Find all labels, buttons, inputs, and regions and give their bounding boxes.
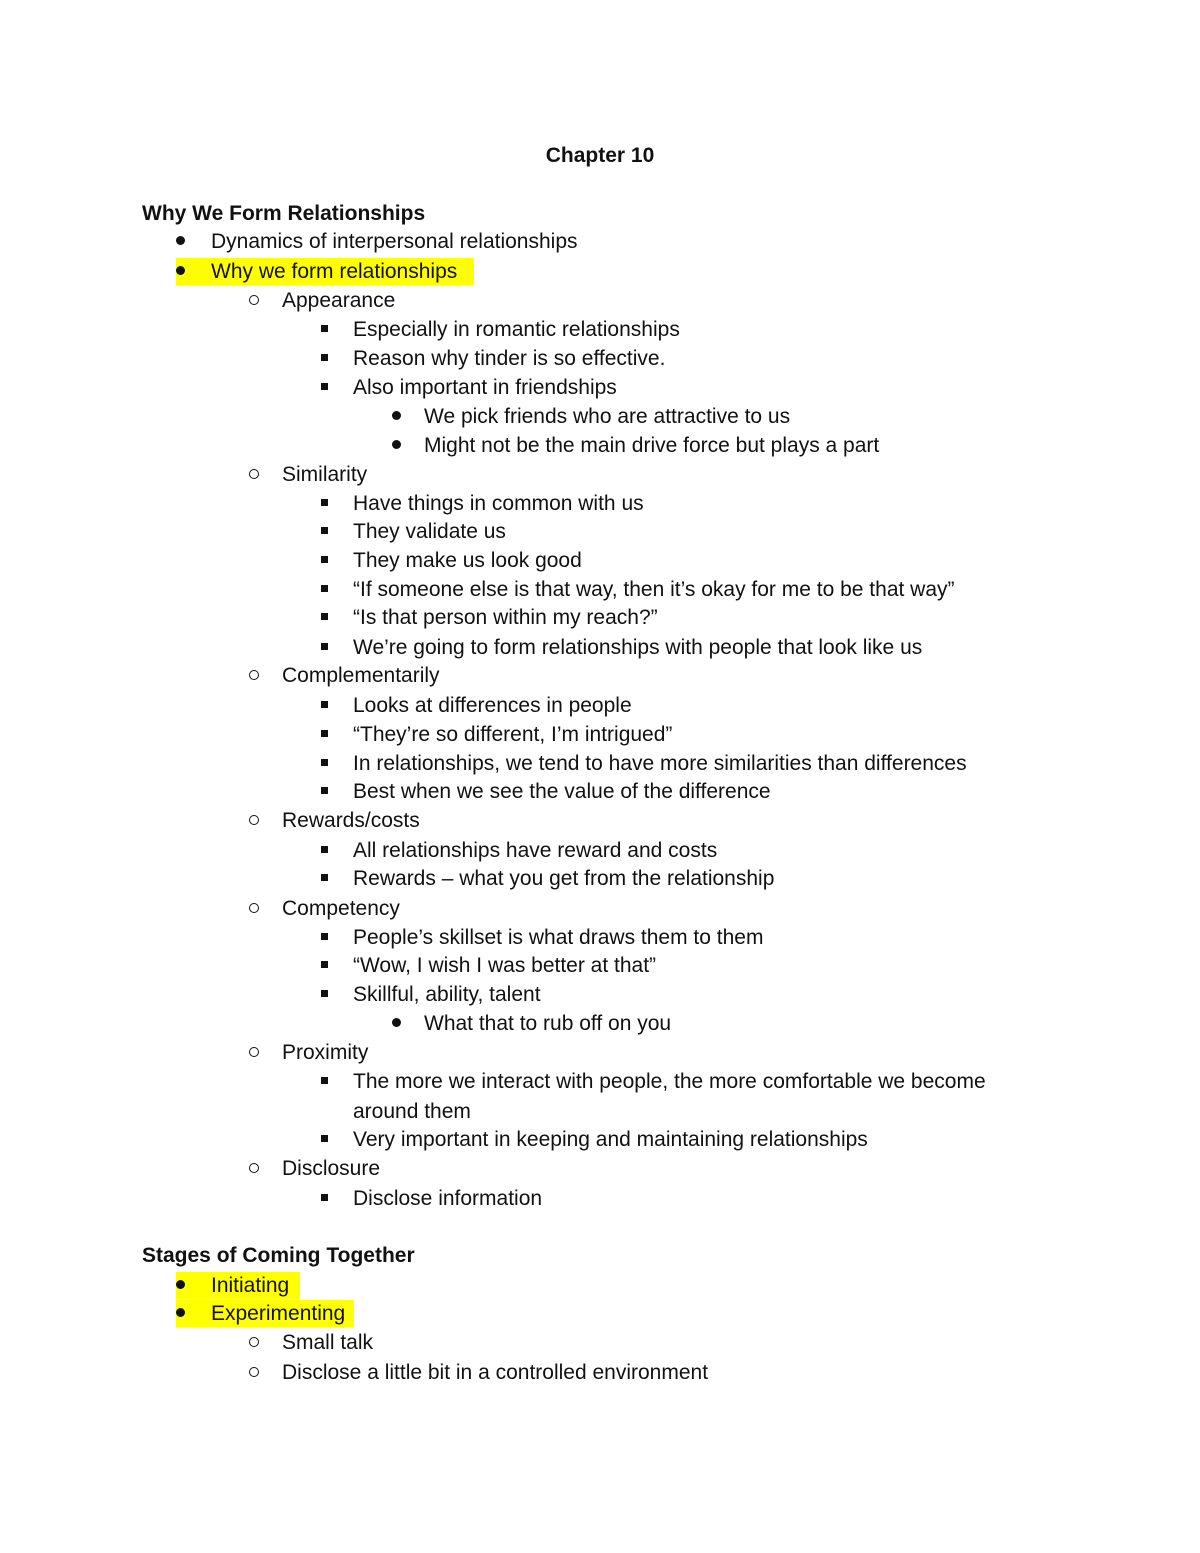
bullet-circle-icon [244, 807, 264, 835]
bullet-square-icon [314, 316, 334, 344]
bullet-square-icon [314, 1185, 334, 1213]
section-heading-why-we-form: Why We Form Relationships [142, 202, 426, 225]
bullet-circle-icon [244, 662, 264, 690]
bullet-square-icon [314, 547, 334, 575]
list-item: “They’re so different, I’m intrigued” [0, 721, 1200, 749]
list-item: They make us look good [0, 547, 1200, 575]
bullet-dot-icon [170, 258, 190, 286]
list-item: Have things in common with us [0, 490, 1200, 518]
bullet-dot-icon [170, 1272, 190, 1300]
list-item: “Is that person within my reach?” [0, 604, 1200, 632]
list-item: Reason why tinder is so effective. [0, 345, 1200, 373]
bullet-circle-icon [244, 1359, 264, 1387]
list-item: Small talk [0, 1329, 1200, 1357]
list-item: Might not be the main drive force but plays a part [0, 432, 1200, 460]
list-item: They validate us [0, 518, 1200, 546]
bullet-circle-icon [244, 1039, 264, 1067]
bullet-square-icon [314, 924, 334, 952]
list-item: In relationships, we tend to have more similarities than differences [0, 750, 1200, 778]
list-item: Rewards/costs [0, 807, 1200, 835]
bullet-square-icon [314, 604, 334, 632]
list-item: What that to rub off on you [0, 1010, 1200, 1038]
list-item: We pick friends who are attractive to us [0, 403, 1200, 431]
list-item: Looks at differences in people [0, 692, 1200, 720]
list-item: Very important in keeping and maintaining relationships [0, 1126, 1200, 1154]
bullet-dot-icon [170, 1300, 190, 1328]
bullet-square-icon [314, 837, 334, 865]
list-item: Competency [0, 895, 1200, 923]
list-item: Appearance [0, 287, 1200, 315]
bullet-square-icon [314, 778, 334, 806]
bullet-circle-icon [244, 895, 264, 923]
list-item: All relationships have reward and costs [0, 837, 1200, 865]
list-item-highlighted: Experimenting [0, 1300, 1200, 1328]
list-item: Dynamics of interpersonal relationships [0, 228, 1200, 256]
bullet-square-icon [314, 345, 334, 373]
bullet-square-icon [314, 721, 334, 749]
list-item: The more we interact with people, the more comfortable we become [0, 1068, 1200, 1096]
bullet-circle-icon [244, 1329, 264, 1357]
list-item: “If someone else is that way, then it’s okay for me to be that way” [0, 576, 1200, 604]
list-item: Skillful, ability, talent [0, 981, 1200, 1009]
list-item: We’re going to form relationships with people that look like us [0, 634, 1200, 662]
bullet-square-icon [314, 750, 334, 778]
page-title: Chapter 10 [545, 144, 655, 167]
list-item: Also important in friendships [0, 374, 1200, 402]
bullet-square-icon [314, 1068, 334, 1096]
bullet-square-icon [314, 374, 334, 402]
bullet-square-icon [314, 981, 334, 1009]
list-item: People’s skillset is what draws them to them [0, 924, 1200, 952]
bullet-square-icon [314, 634, 334, 662]
list-item: Proximity [0, 1039, 1200, 1067]
bullet-dot-icon [386, 403, 406, 431]
bullet-square-icon [314, 865, 334, 893]
list-item: Rewards – what you get from the relationship [0, 865, 1200, 893]
bullet-dot-icon [386, 1010, 406, 1038]
bullet-circle-icon [244, 461, 264, 489]
list-item-highlighted: Initiating [0, 1272, 1200, 1300]
list-item: “Wow, I wish I was better at that” [0, 952, 1200, 980]
bullet-circle-icon [244, 287, 264, 315]
bullet-circle-icon [244, 1155, 264, 1183]
list-item: Especially in romantic relationships [0, 316, 1200, 344]
bullet-square-icon [314, 518, 334, 546]
list-item: Disclose information [0, 1185, 1200, 1213]
bullet-square-icon [314, 576, 334, 604]
list-item-continuation: around them [353, 1100, 471, 1123]
bullet-dot-icon [386, 432, 406, 460]
list-item: Best when we see the value of the difference [0, 778, 1200, 806]
list-item: Similarity [0, 461, 1200, 489]
bullet-square-icon [314, 692, 334, 720]
bullet-square-icon [314, 952, 334, 980]
bullet-square-icon [314, 1126, 334, 1154]
list-item-highlighted: Why we form relationships [0, 258, 1200, 286]
bullet-square-icon [314, 490, 334, 518]
bullet-dot-icon [170, 228, 190, 256]
list-item: Disclose a little bit in a controlled environment [0, 1359, 1200, 1387]
list-item: Disclosure [0, 1155, 1200, 1183]
section-heading-stages: Stages of Coming Together [142, 1244, 415, 1267]
list-item: Complementarily [0, 662, 1200, 690]
